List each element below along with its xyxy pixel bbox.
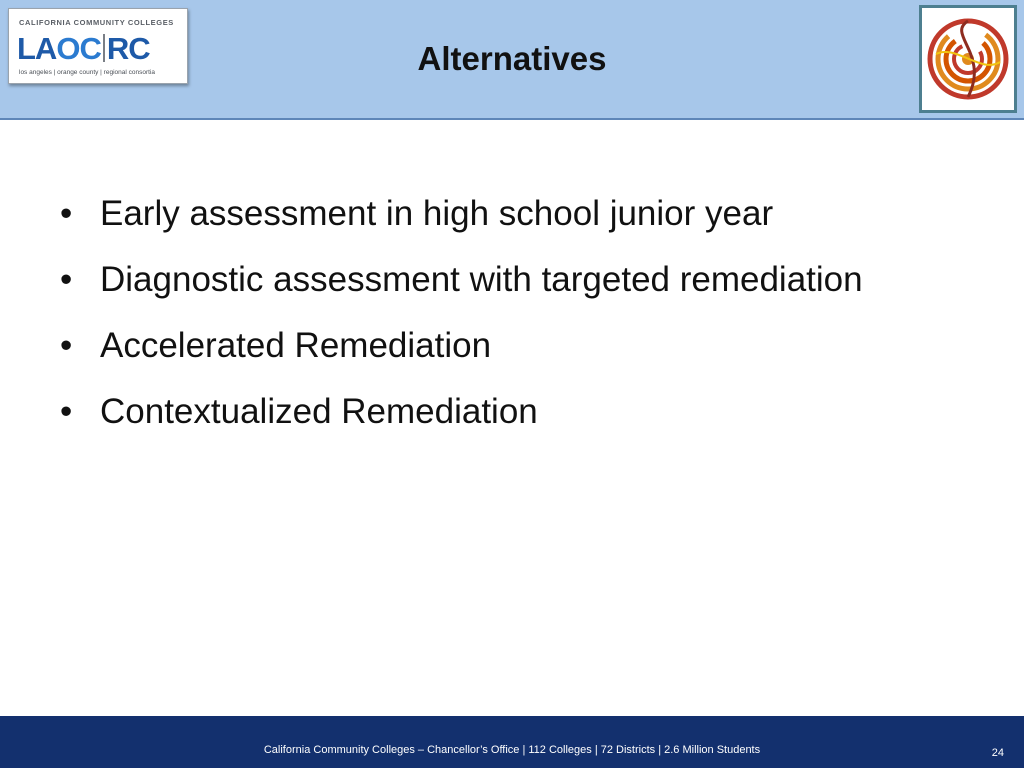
bullet-text: Early assessment in high school junior year: [100, 194, 774, 233]
spiral-emblem-icon: [919, 5, 1017, 113]
bullet-item: [56, 254, 956, 306]
logo-oc: OC: [56, 31, 101, 66]
bullet-dot-icon: •: [60, 326, 73, 365]
bullet-list: [56, 188, 956, 438]
logo-top-text: CALIFORNIA COMMUNITY COLLEGES: [19, 18, 174, 27]
bullet-text: Contextualized Remediation: [100, 392, 538, 431]
bullet-item: [56, 320, 956, 372]
bullet-text: Accelerated Remediation: [100, 326, 492, 365]
page-number: 24: [991, 747, 1004, 759]
slide-header: [0, 0, 1024, 120]
slide-title: Alternatives: [417, 40, 607, 77]
footer-text: California Community Colleges – Chancellor’s Office | 112 Colleges | 72 Districts | 2.6 Million Students: [263, 744, 761, 756]
bullet-dot-icon: •: [60, 260, 73, 299]
slide-footer: [0, 716, 1024, 768]
bullet-text: Diagnostic assessment with targeted remediation: [100, 260, 863, 299]
bullet-dot-icon: •: [60, 392, 73, 431]
bullet-item: [56, 188, 956, 240]
slide-content: [56, 188, 956, 452]
bullet-dot-icon: •: [60, 194, 73, 233]
logo-rc: RC: [106, 31, 150, 66]
bullet-item: [56, 386, 956, 438]
logo-sub-text: los angeles | orange county | regional consortia: [19, 69, 155, 76]
logo-la: LA: [17, 31, 57, 66]
